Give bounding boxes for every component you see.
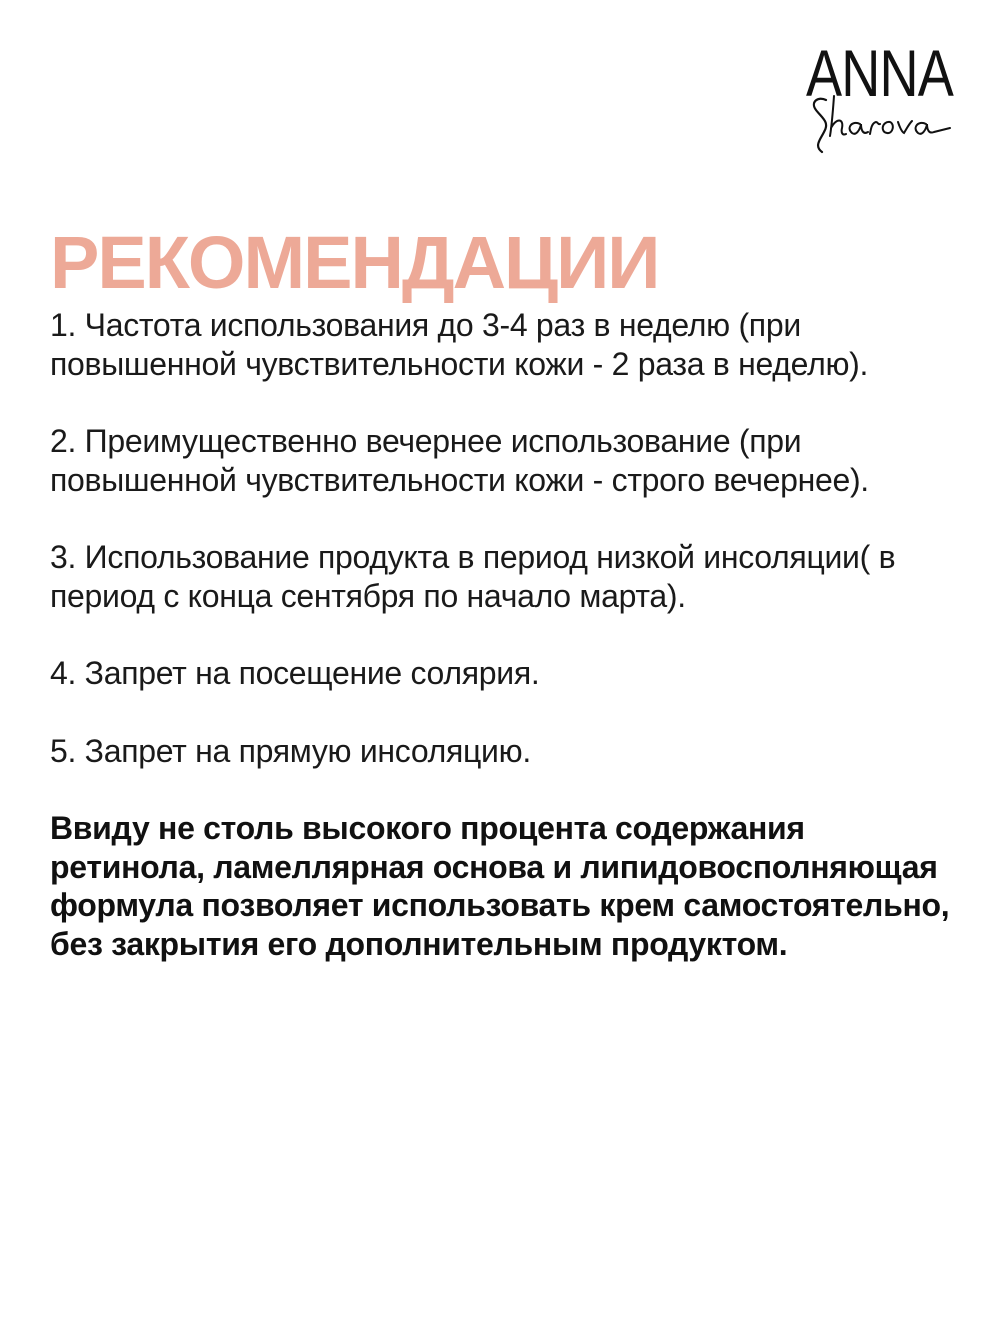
logo-signature-icon xyxy=(800,88,960,158)
logo-name: ANNA xyxy=(806,36,954,110)
summary-note: Ввиду не столь высокого процента содержания ретинола, ламеллярная основа и липидовосполняющая формула позволяет использовать крем самостоятельно, без закрытия его дополнительным продуктом. xyxy=(50,810,950,962)
recommendations-list xyxy=(50,306,950,963)
recommendation-item: 4. Запрет на посещение солярия. xyxy=(50,655,540,691)
recommendation-item: 2. Преимущественно вечернее использование (при повышенной чувствительности кожи - строго вечернее). xyxy=(50,423,869,498)
recommendation-item: 3. Использование продукта в период низкой инсоляции( в период с конца сентября по начало марта). xyxy=(50,539,896,614)
recommendation-item: 5. Запрет на прямую инсоляцию. xyxy=(50,732,531,769)
recommendation-item: 1. Частота использования до 3-4 раз в неделю (при повышенной чувствительности кожи - 2 раза в неделю). xyxy=(50,307,869,382)
brand-logo xyxy=(800,36,960,160)
page-title: РЕКОМЕНДАЦИИ xyxy=(50,221,659,304)
